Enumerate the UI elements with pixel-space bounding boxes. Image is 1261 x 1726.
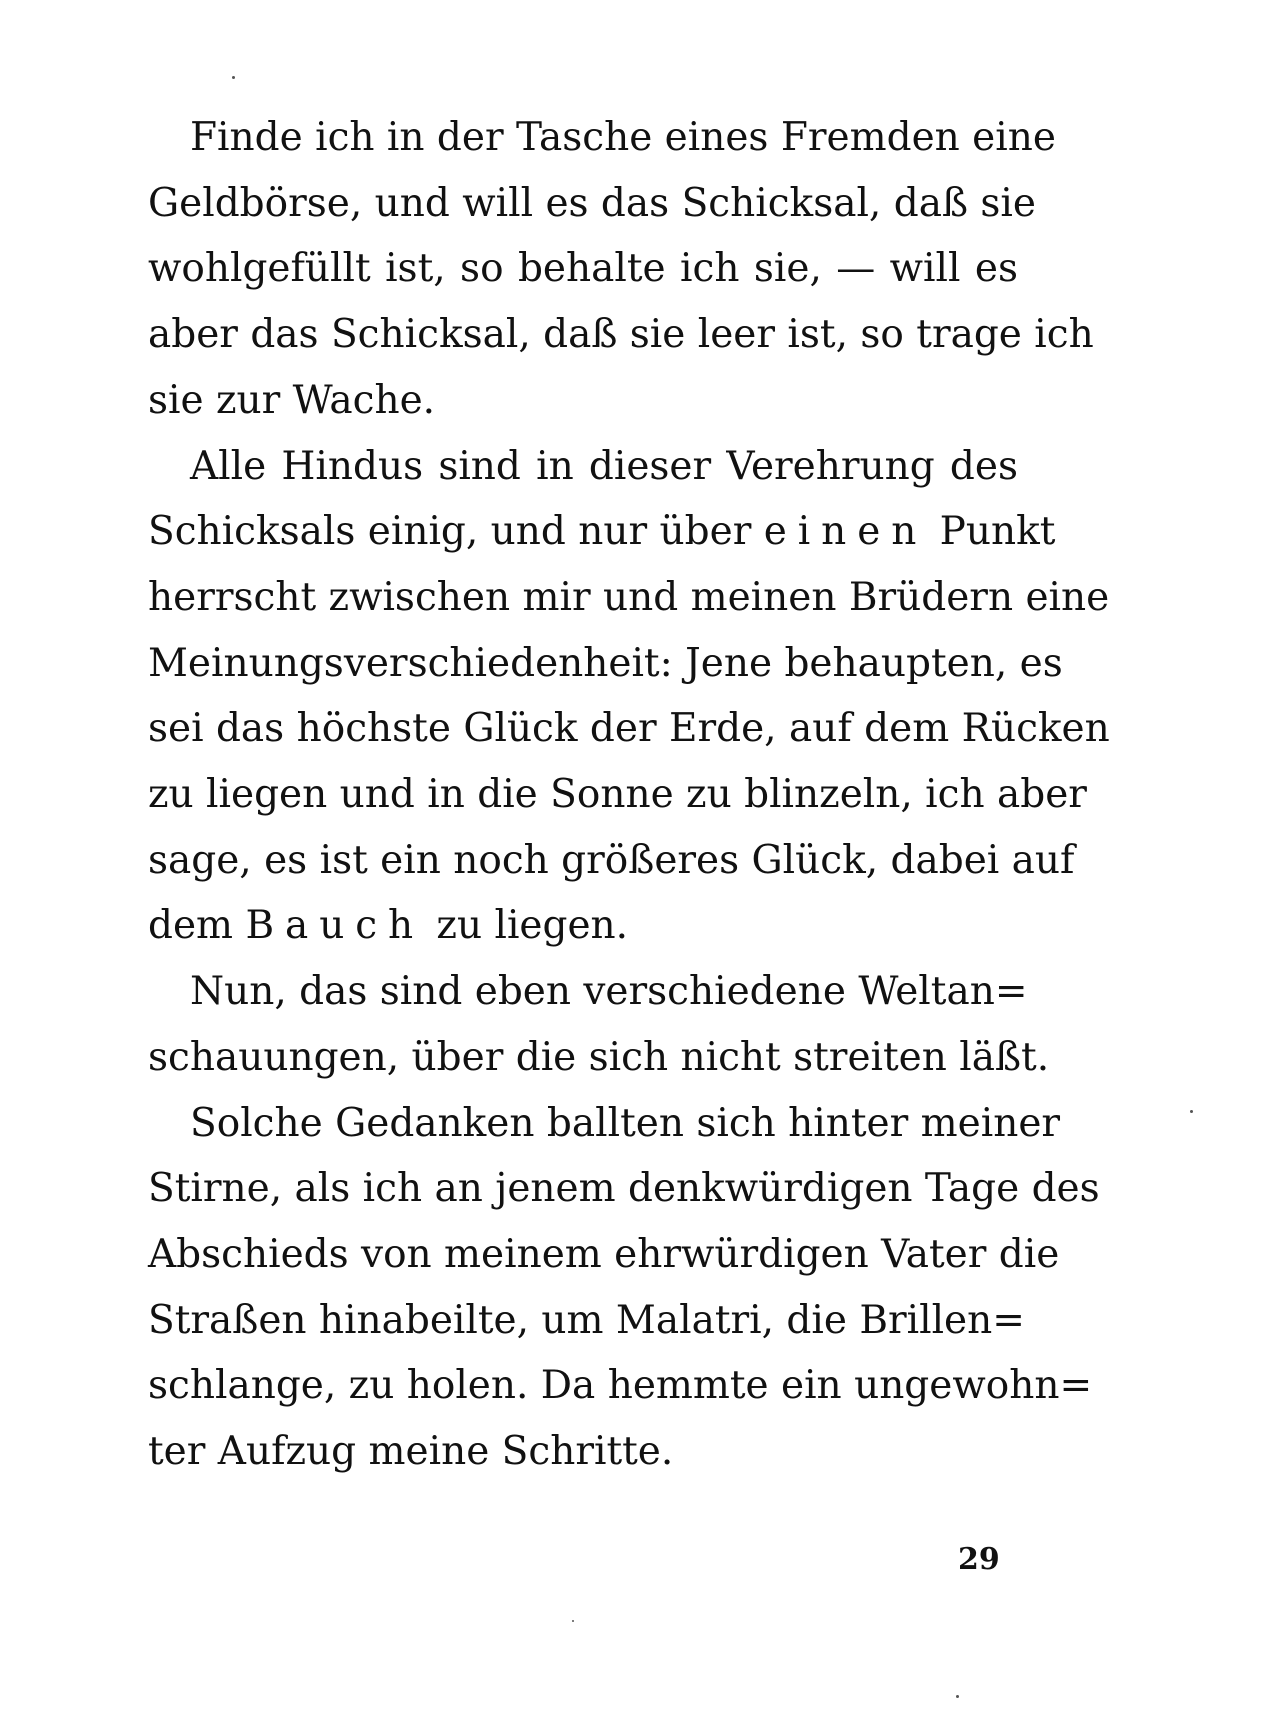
text-segment: Punkt [927, 509, 1056, 555]
paragraph-2 [148, 434, 1110, 960]
paragraph-4 [148, 1091, 1100, 1485]
text-line: zu liegen und in die Sonne zu blinzeln, ich aber [148, 772, 1087, 818]
text-line: Straßen hinabeilte, um Malatri, die Brillen= [148, 1297, 1025, 1343]
paper-speck [572, 1620, 574, 1622]
paragraph-1 [148, 105, 1094, 434]
text-line: herrscht zwischen mir und meinen Brüdern eine [148, 574, 1110, 620]
text-line: sage, es ist ein noch größeres Glück, dabei auf [148, 837, 1075, 883]
page-number: 29 [958, 1542, 1000, 1577]
text-line: Finde ich in der Tasche eines Fremden eine [190, 115, 1056, 160]
text-line: sei das höchste Glück der Erde, auf dem Rücken [148, 706, 1110, 752]
body-text [148, 105, 1110, 1485]
text-segment: dem [148, 903, 246, 949]
text-line: Alle Hindus sind in dieser Verehrung des [190, 443, 1018, 489]
text-line [148, 893, 1018, 959]
paragraph-3 [148, 959, 1050, 1090]
text-line: Geldbörse, und will es das Schicksal, daß sie [148, 180, 1036, 226]
paper-speck [1190, 1110, 1193, 1113]
text-segment: zu liegen. [424, 903, 629, 949]
text-line: aber das Schicksal, daß sie leer ist, so trage ich [148, 312, 1094, 358]
text-line: Stirne, als ich an jenem denkwürdigen Tage des [148, 1166, 1100, 1212]
emphasized-word: einen [763, 509, 928, 555]
text-line: Meinungsverschiedenheit: Jene behaupten, es [148, 640, 1063, 686]
paper-speck [232, 76, 235, 79]
text-segment: Schicksals einig, und nur über [148, 509, 764, 555]
text-line: Nun, das sind eben verschiedene Weltan= [190, 969, 1028, 1015]
text-line: schauungen, über die sich nicht streiten läßt. [148, 1034, 1050, 1080]
text-line: schlange, zu holen. Da hemmte ein ungewohn= [148, 1363, 1093, 1409]
emphasized-word: Bauch [245, 903, 425, 949]
text-line: sie zur Wache. [148, 377, 436, 423]
text-line: ter Aufzug meine Schritte. [148, 1429, 674, 1475]
text-line: wohlgefüllt ist, so behalte ich sie, — will es [148, 246, 1018, 292]
paper-speck [956, 1695, 959, 1698]
text-line: Solche Gedanken ballten sich hinter meiner [190, 1100, 1061, 1146]
text-line [148, 499, 1056, 565]
text-line: Abschieds von meinem ehrwürdigen Vater die [148, 1231, 1060, 1277]
